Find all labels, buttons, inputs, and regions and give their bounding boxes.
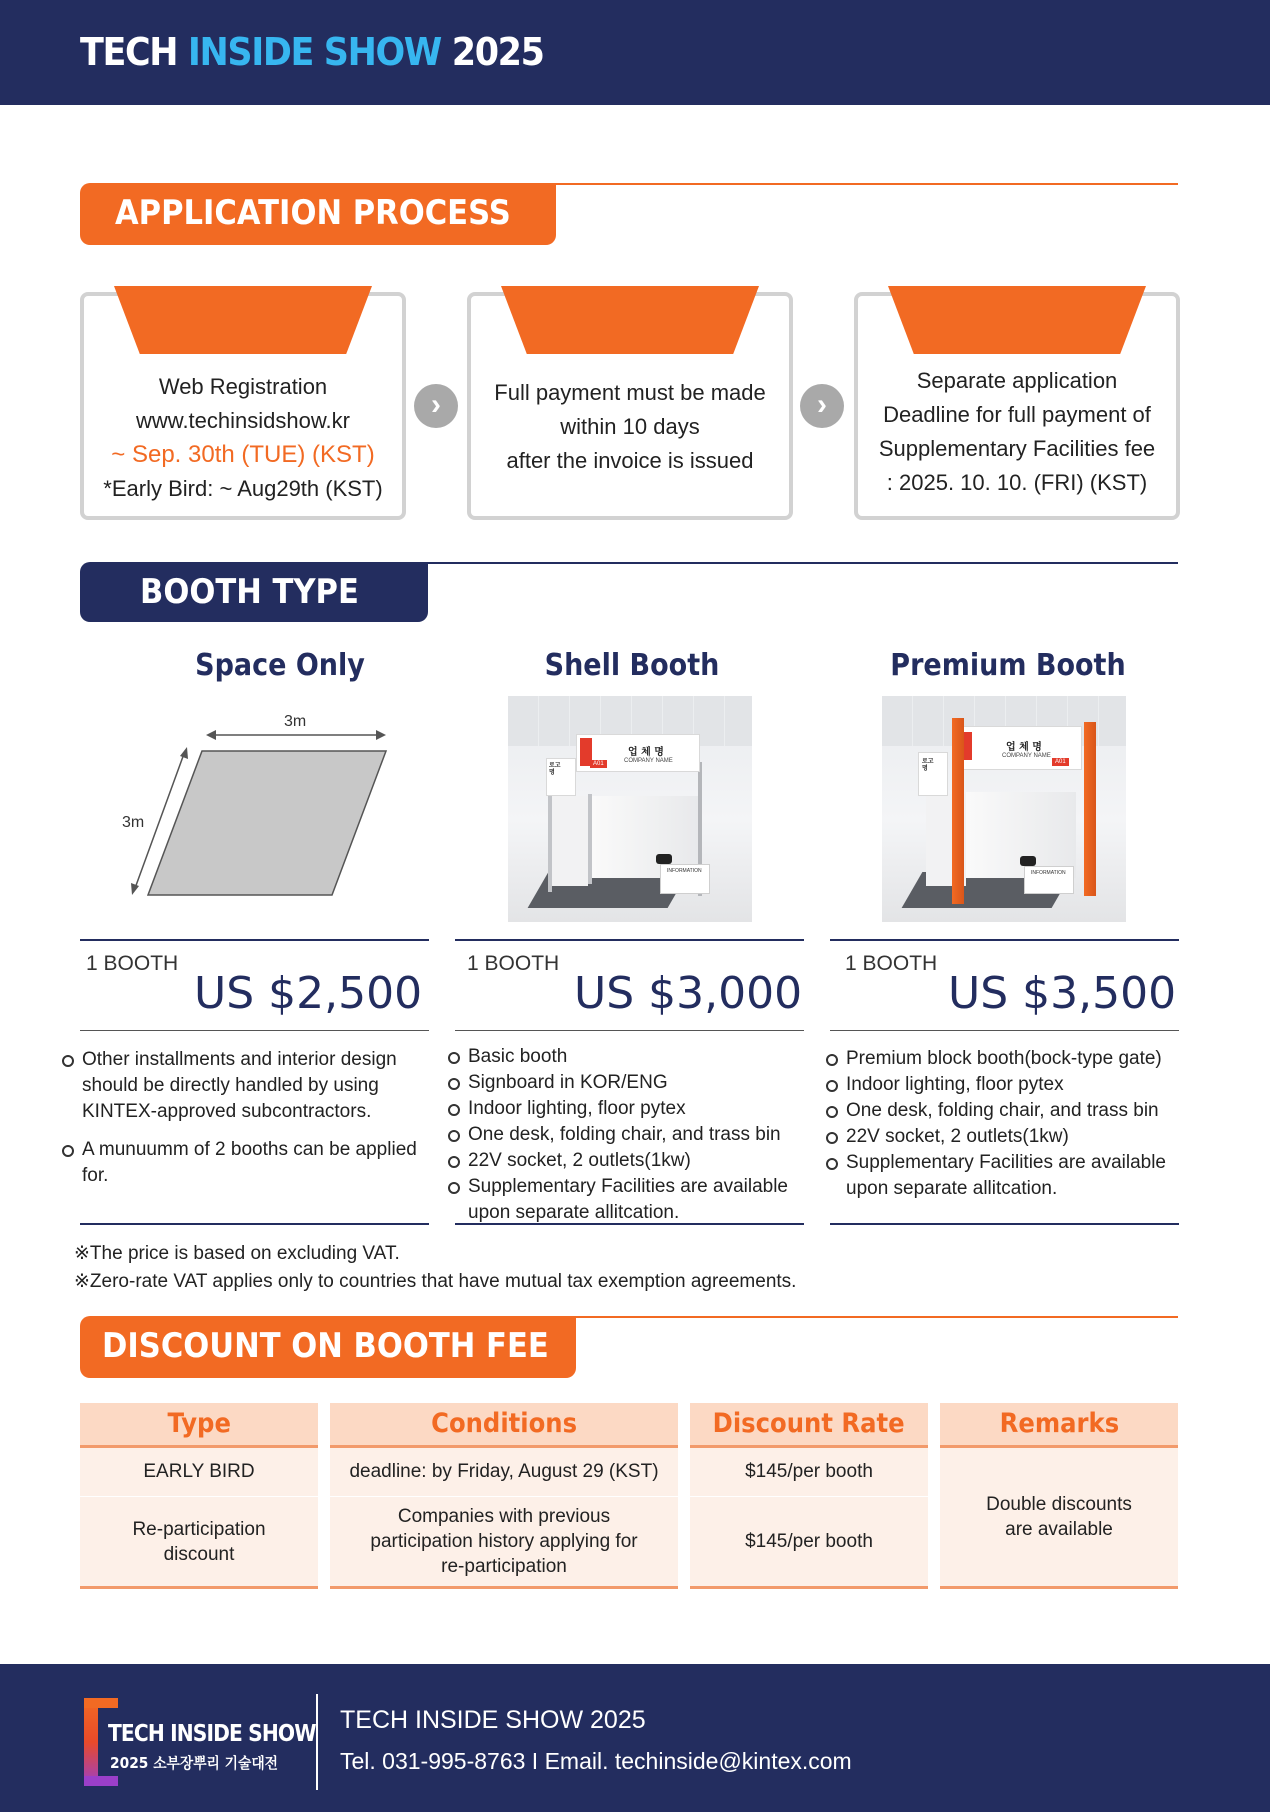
table-rule <box>940 1586 1178 1589</box>
step3-line2: Deadline for full payment of <box>883 402 1151 427</box>
price-rule-bottom <box>830 1030 1179 1031</box>
section-rule-discount <box>560 1316 1178 1318</box>
page-footer <box>0 1664 1270 1812</box>
feature-rule-bottom <box>830 1223 1179 1225</box>
chair <box>1020 856 1036 866</box>
cell-type-early-bird: EARLY BIRD <box>143 1461 255 1482</box>
table-col-remarks <box>940 1403 1178 1589</box>
features-shell <box>448 1044 830 1226</box>
desk-label: INFORMATION <box>1031 870 1066 876</box>
footer-logo-title: TECH INSIDE SHOW <box>108 1721 316 1747</box>
fascia-english: COMPANY NAME <box>624 758 673 764</box>
page-header <box>0 0 1270 105</box>
booth-number-badge: A01 <box>590 760 607 768</box>
price-rule-bottom <box>80 1030 429 1031</box>
th-remarks: Remarks <box>940 1403 1178 1445</box>
step1-deadline: ~ Sep. 30th (TUE) (KST) <box>111 441 375 468</box>
table-col-type <box>80 1403 318 1589</box>
step-text <box>858 364 1176 500</box>
th-rate: Discount Rate <box>690 1403 928 1445</box>
feature-rule-bottom <box>455 1223 804 1225</box>
feature-item: 22V socket, 2 outlets(1kw) <box>448 1148 830 1174</box>
footer-divider <box>316 1694 318 1790</box>
fascia-korean: 업 체 명 <box>628 747 664 758</box>
price-rule-top <box>455 939 804 941</box>
features-premium <box>826 1046 1206 1202</box>
booth-unit-label: 1 BOOTH <box>467 952 560 975</box>
feature-item: Other installments and interior design should be directly handled by using KINTEX-approved subcontractors. <box>62 1047 442 1125</box>
footer-title: TECH INSIDE SHOW 2025 <box>340 1706 646 1734</box>
price-rule-top <box>830 939 1179 941</box>
logo-bracket-icon <box>84 1698 98 1786</box>
section-title-application: APPLICATION PROCESS <box>80 183 556 245</box>
booth-unit-label: 1 BOOTH <box>86 952 179 975</box>
shell-booth-image <box>508 696 752 922</box>
orange-pillar-right <box>1084 722 1096 896</box>
cell-conditions-reparticipation: Companies with previous participation history applying for re-participation <box>370 1506 638 1577</box>
feature-item: Basic booth <box>448 1044 830 1070</box>
feature-item: Supplementary Facilities are available upon separate allitcation. <box>826 1150 1206 1202</box>
step2-line2: within 10 days <box>560 414 700 439</box>
booth-name-shell: Shell Booth <box>544 648 720 683</box>
premium-booth-image <box>882 696 1126 922</box>
feature-item: Supplementary Facilities are available upon separate allitcation. <box>448 1174 830 1226</box>
fascia-korean: 업 체 명 <box>1006 742 1042 753</box>
th-conditions: Conditions <box>330 1403 678 1445</box>
section-title-booth: BOOTH TYPE <box>80 562 428 622</box>
logo-bracket-top <box>84 1698 118 1708</box>
th-type: Type <box>80 1403 318 1445</box>
step-tab <box>888 286 1146 354</box>
booth-number-badge: A01 <box>1052 758 1069 766</box>
feature-item: Indoor lighting, floor pytex <box>448 1096 830 1122</box>
table-rule <box>80 1586 318 1589</box>
process-step-registration <box>80 292 406 520</box>
cell-remarks: Double discounts are available <box>986 1494 1132 1540</box>
chevron-right-icon: › <box>414 384 458 428</box>
table-rule <box>690 1586 928 1589</box>
space-only-diagram <box>110 705 400 905</box>
process-step-payment <box>467 292 793 520</box>
fascia-english: COMPANY NAME <box>1002 753 1051 759</box>
feature-item: One desk, folding chair, and trass bin <box>448 1122 830 1148</box>
feature-item: A munuumm of 2 booths can be applied for. <box>62 1137 442 1189</box>
price-rule-bottom <box>455 1030 804 1031</box>
chevron-right-icon: › <box>800 384 844 428</box>
price-rule-top <box>80 939 429 941</box>
step1-early-bird: *Early Bird: ~ Aug29th (KST) <box>103 476 383 501</box>
zero-rate-note: ※Zero-rate VAT applies only to countries that have mutual tax exemption agreements. <box>74 1271 797 1292</box>
feature-item: 22V socket, 2 outlets(1kw) <box>826 1124 1206 1150</box>
booth-name-space-only: Space Only <box>195 648 365 683</box>
dimension-width: 3m <box>284 713 307 730</box>
section-title-discount: DISCOUNT ON BOOTH FEE <box>80 1316 576 1378</box>
cell-type-reparticipation: Re-participation discount <box>132 1518 266 1565</box>
header-title-part2: 2025 <box>440 30 544 74</box>
footer-contact[interactable]: Tel. 031-995-8763 I Email. techinside@kintex.com <box>340 1748 852 1774</box>
cell-conditions-early-bird: deadline: by Friday, August 29 (KST) <box>349 1461 659 1482</box>
section-rule-booth <box>428 562 1178 564</box>
header-title-part1: TECH <box>80 30 188 74</box>
table-col-conditions <box>330 1403 678 1589</box>
logo-bracket-bottom <box>84 1776 118 1786</box>
table-rule <box>330 1586 678 1589</box>
step-tab <box>501 286 759 354</box>
process-step-supplementary <box>854 292 1180 520</box>
step1-line1: Web Registration <box>158 374 328 399</box>
side-wall <box>552 796 588 886</box>
footer-logo-subtitle: 2025 소부장뿌리 기술대전 <box>110 1754 279 1772</box>
cell-rate-reparticipation: $145/per booth <box>745 1531 873 1552</box>
desk-label: INFORMATION <box>667 868 702 874</box>
step3-line1: Separate application <box>916 368 1118 393</box>
step3-line4: : 2025. 10. 10. (FRI) (KST) <box>886 470 1148 495</box>
step-text <box>84 370 402 506</box>
header-title-accent: INSIDE SHOW <box>187 30 441 74</box>
side-sign-text: 로고명 <box>922 758 934 772</box>
dimension-depth: 3m <box>122 814 145 831</box>
price-shell: US $3,000 <box>574 968 803 1019</box>
side-sign-text: 로고명 <box>549 762 561 776</box>
step1-url[interactable]: www.techinsidshow.kr <box>136 408 350 433</box>
feature-item: Signboard in KOR/ENG <box>448 1070 830 1096</box>
booth-unit-label: 1 BOOTH <box>845 952 938 975</box>
step2-line3: after the invoice is issued <box>506 448 754 473</box>
section-rule-application <box>460 183 1178 185</box>
feature-item: One desk, folding chair, and trass bin <box>826 1098 1206 1124</box>
orange-pillar-left <box>952 718 964 904</box>
table-col-rate <box>690 1403 928 1589</box>
step3-line3: Supplementary Facilities fee <box>878 436 1156 461</box>
header-title <box>80 30 544 74</box>
vat-note: ※The price is based on excluding VAT. <box>74 1243 400 1264</box>
space-only-floor-icon <box>110 705 400 905</box>
price-space-only: US $2,500 <box>194 968 423 1019</box>
feature-item: Premium block booth(bock-type gate) <box>826 1046 1206 1072</box>
price-premium: US $3,500 <box>948 968 1177 1019</box>
feature-item: Indoor lighting, floor pytex <box>826 1072 1206 1098</box>
feature-rule-bottom <box>80 1223 429 1225</box>
step2-line1: Full payment must be made <box>494 380 766 405</box>
chair <box>656 854 672 864</box>
step-tab <box>114 286 372 354</box>
booth-name-premium: Premium Booth <box>890 648 1126 683</box>
cell-rate-early-bird: $145/per booth <box>745 1461 873 1482</box>
step-text <box>471 376 789 478</box>
features-space-only <box>62 1047 442 1189</box>
